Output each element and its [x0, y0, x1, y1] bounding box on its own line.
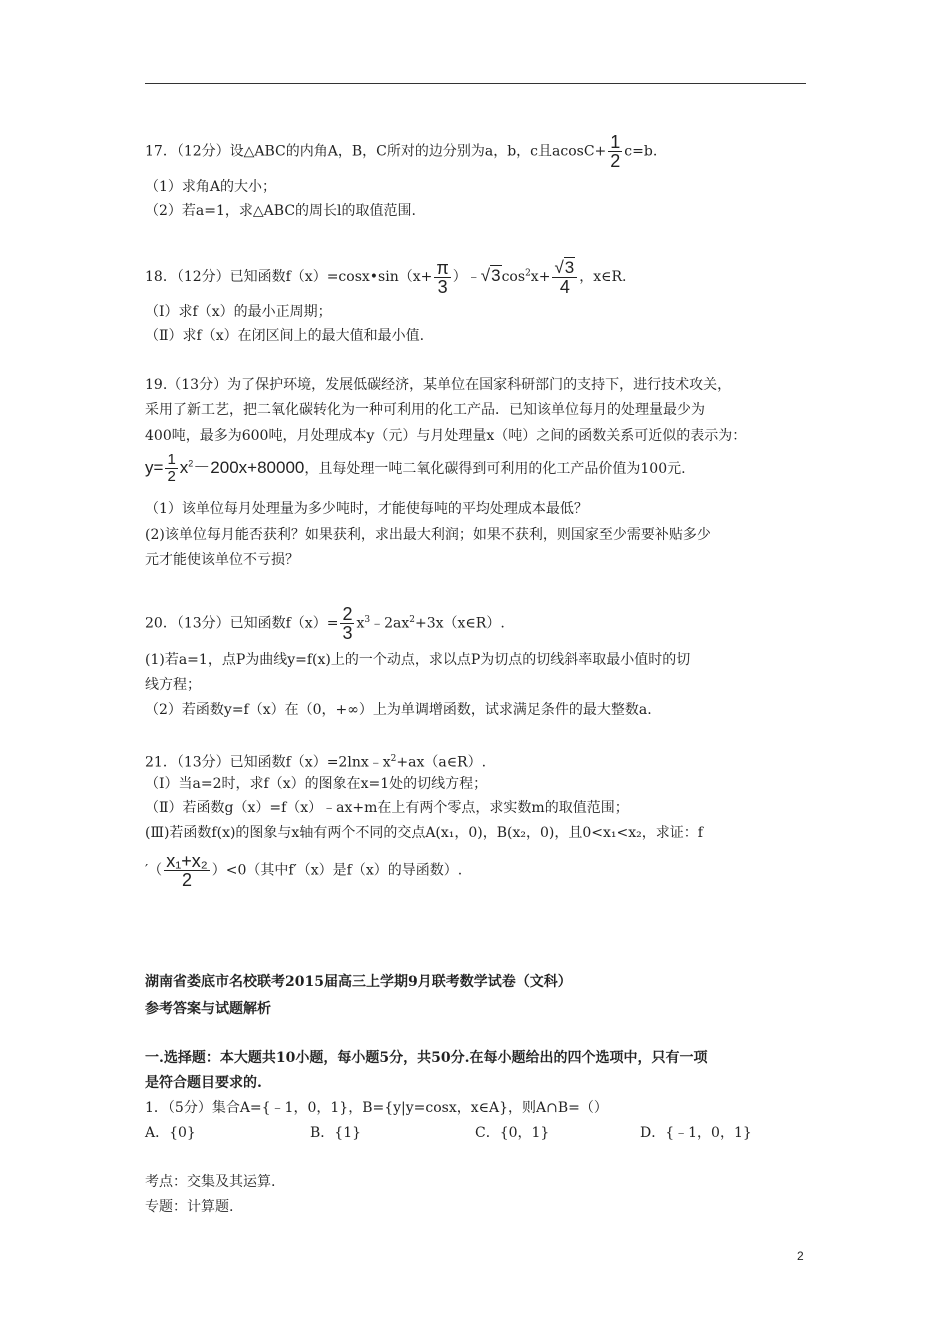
- q21-part3: (Ⅲ)若函数f(x)的图象与x轴有两个不同的交点A(x₁，0)，B(x₂，0)，且0<x₁<x₂，求证：f: [145, 825, 703, 841]
- q19-equation: y= $\frac{1}{2}$ $x^2-200x+80000$: [145, 451, 305, 485]
- q19-part2b: 元才能使该单位不亏损？: [145, 552, 299, 568]
- q21-stem: 21．（13分）已知函数$f(x)=2\ln x﹣x^2+ax(a\in R)$.: [145, 754, 487, 771]
- q18-sqrt-fraction: $\frac{√3}{4}$: [552, 258, 577, 296]
- q18-pi-fraction: $\frac{\pi}{3}$: [436, 257, 449, 297]
- q21-part1: （Ⅰ）当a=2时，求f（x）的图象在x=1处的切线方程；: [145, 776, 488, 792]
- q19-equation-line: y= $\frac{1}{2}$ $x^2-200x+80000$，且每处理一吨二氧化碳得到可利用的化工产品价值为100元.: [145, 451, 686, 485]
- q20-part2: （2）若函数y=f（x）在（0，+∞）上为单调增函数，试求满足条件的最大整数a.: [145, 702, 652, 718]
- page-number: 2: [797, 1249, 804, 1263]
- q18-part2: （Ⅱ）求f（x）在闭区间上的最大值和最小值.: [145, 328, 425, 344]
- q19-line3: 400吨，最多为600吨，月处理成本y（元）与月处理量x（吨）之间的函数关系可近似的表示为：: [145, 428, 747, 444]
- option-b: B．{1}: [310, 1125, 362, 1141]
- q21-part2: （Ⅱ）若函数g（x）=f（x）﹣ax+m在上有两个零点，求实数m的取值范围；: [145, 800, 629, 816]
- q19-line2: 采用了新工艺，把二氧化碳转化为一种可利用的化工产品．已知该单位每月的处理量最少为: [145, 402, 705, 418]
- q18-stem: 18．（12分）已知函数f（x）=cosx•sin（x+ $\frac{\pi}{3}$ ）$﹣√3\cos^2x+$ $\frac{√3}{4}$ ，x∈R.: [145, 257, 627, 297]
- option-c: C．{0，1}: [475, 1125, 550, 1141]
- answer-subtitle: 参考答案与试题解析: [145, 1001, 271, 1017]
- q19-line1: 19.（13分）为了保护环境，发展低碳经济，某单位在国家科研部门的支持下，进行技术攻关，: [145, 377, 732, 393]
- answer1-options: [145, 1122, 806, 1144]
- kaodian: 考点：交集及其运算.: [145, 1174, 276, 1190]
- header-rule: [145, 83, 806, 84]
- q18-sqrt: √3: [480, 266, 501, 285]
- q21-fraction: $\frac{\text{x₁+x₂}}{2}$: [166, 851, 208, 890]
- q20-part1a: (1)若a=1，点P为曲线y=f(x)上的一个动点，求以点P为切点的切线斜率取最小值时的切: [145, 652, 691, 668]
- q17-fraction: $\frac{1}{2}$: [610, 132, 621, 171]
- section-heading-line1: 一.选择题：本大题共10小题，每小题5分，共50分.在每小题给出的四个选项中，只有一项: [145, 1050, 708, 1066]
- zhuanti: 专题：计算题.: [145, 1199, 234, 1215]
- answer1-stem: 1．（5分）集合A={﹣1，0，1}，B={y|y=cosx，x∈A}，则A∩B=（）: [145, 1100, 608, 1116]
- option-a: A．{0}: [145, 1125, 196, 1141]
- q18-part1: （Ⅰ）求f（x）的最小正周期；: [145, 304, 332, 320]
- q17-stem: 17．（12分）设△ABC的内角A，B，C所对的边分别为a，b，c且acosC+ $\frac{1}{2}$ c=b.: [145, 132, 658, 171]
- q19-part2a: (2)该单位每月能否获利？如果获利，求出最大利润；如果不获利，则国家至少需要补贴多少: [145, 527, 711, 543]
- option-d: D．{﹣1，0，1}: [640, 1125, 752, 1141]
- q20-part1b: 线方程；: [145, 677, 201, 693]
- q17-part1: （1）求角A的大小；: [145, 179, 277, 195]
- q19-part1: （1）该单位每月处理量为多少吨时，才能使每吨的平均处理成本最低？: [145, 501, 588, 517]
- q20-fraction: $\frac{2}{3}$: [342, 604, 353, 643]
- section-heading-line2: 是符合题目要求的.: [145, 1075, 262, 1091]
- answer-title: 湖南省娄底市名校联考2015届高三上学期9月联考数学试卷（文科）: [145, 974, 572, 990]
- q21-part4: ′（ $\frac{\text{x₁+x₂}}{2}$ ）<0（其中f′（x）是f（x）的导函数）.: [145, 851, 463, 890]
- q20-stem: 20．（13分）已知函数f（x）= $\frac{2}{3}$ $x^3﹣2ax^2+3x(x\in R)$.: [145, 604, 505, 643]
- q17-part2: （2）若a=1，求△ABC的周长l的取值范围.: [145, 203, 416, 219]
